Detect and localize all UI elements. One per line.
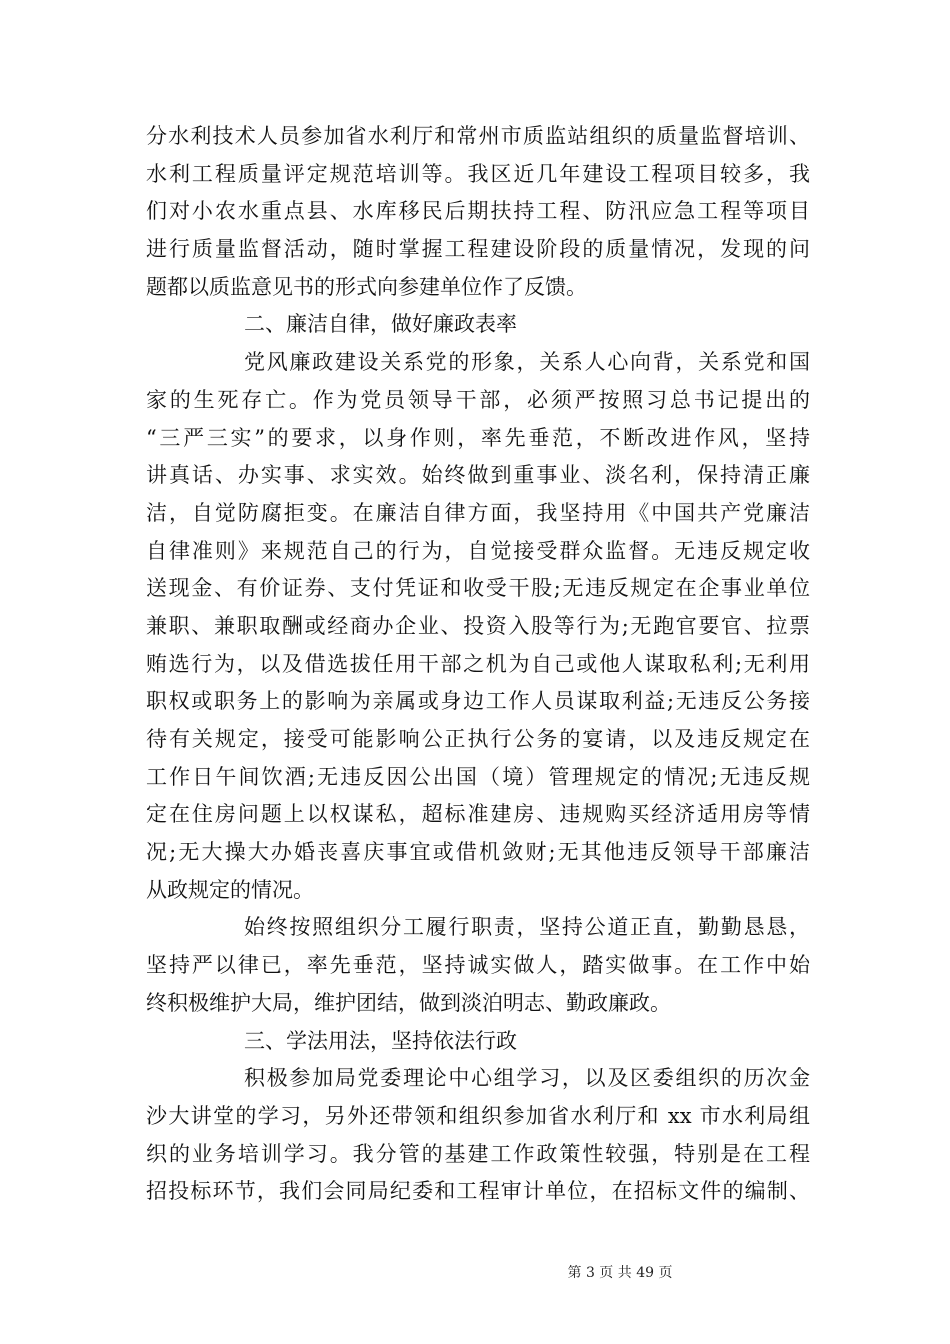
text-line: 始终按照组织分工履行职责，坚持公道正直，勤勤恳恳， [244, 915, 810, 940]
text-line: 送现金、有价证券、支付凭证和收受干股;无违反规定在企事业单位 [146, 576, 810, 601]
text-line: “三严三实”的要求，以身作则，率先垂范，不断改进作风，坚持 [146, 425, 810, 450]
text-line: 分水利技术人员参加省水利厅和常州市质监站组织的质量监督培训、 [146, 124, 810, 148]
text-line: 定在住房问题上以权谋私，超标准建房、违规购买经济适用房等情 [146, 802, 810, 827]
text-line: 况;无大操大办婚丧喜庆事宜或借机敛财;无其他违反领导干部廉洁 [146, 840, 810, 865]
text-line: 待有关规定，接受可能影响公正执行公务的宴请，以及违反规定在 [146, 727, 810, 751]
text-line: 终积极维护大局，维护团结，做到淡泊明志、勤政廉政。 [146, 990, 671, 1015]
text-line: 招投标环节，我们会同局纪委和工程审计单位，在招标文件的编制、 [146, 1179, 810, 1204]
text-line: 讲真话、办实事、求实效。始终做到重事业、淡名利，保持清正廉 [146, 463, 810, 488]
text-line: 洁，自觉防腐拒变。在廉洁自律方面，我坚持用《中国共产党廉洁 [146, 500, 810, 525]
text-line: 坚持严以律已，率先垂范，坚持诚实做人，踏实做事。在工作中始 [146, 953, 810, 978]
text-line: 家的生死存亡。作为党员领导干部，必须严按照习总书记提出的 [146, 387, 810, 412]
text-line: 题都以质监意见书的形式向参建单位作了反馈。 [146, 274, 587, 299]
section-heading: 三、学法用法，坚持依法行政 [244, 1028, 517, 1053]
text-line: 工作日午间饮酒;无违反因公出国（境）管理规定的情况;无违反规 [146, 764, 810, 789]
text-line: 兼职、兼职取酬或经商办企业、投资入股等行为;无跑官要官、拉票 [146, 613, 810, 638]
text-line: 贿选行为，以及借选拔任用干部之机为自己或他人谋取私利;无利用 [146, 651, 810, 676]
text-line: 自律准则》来规范自己的行为，自觉接受群众监督。无违反规定收 [146, 538, 810, 563]
text-line: 积极参加局党委理论中心组学习，以及区委组织的历次金 [244, 1066, 810, 1091]
text-line: 沙大讲堂的学习，另外还带领和组织参加省水利厅和 xx 市水利局组 [146, 1103, 810, 1128]
text-line: 党风廉政建设关系党的形象，关系人心向背，关系党和国 [244, 350, 810, 375]
page-footer: 第 3 页 共 49 页 [567, 1265, 673, 1281]
text-line: 织的业务培训学习。我分管的基建工作政策性较强，特别是在工程 [146, 1141, 810, 1166]
section-heading: 二、廉洁自律，做好廉政表率 [244, 312, 517, 337]
text-line: 们对小农水重点县、水库移民后期扶持工程、防汛应急工程等项目 [146, 199, 810, 224]
text-line: 职权或职务上的影响为亲属或身边工作人员谋取利益;无违反公务接 [146, 689, 810, 714]
text-line: 水利工程质量评定规范培训等。我区近几年建设工程项目较多，我 [146, 161, 810, 186]
text-line: 从政规定的情况。 [146, 877, 314, 902]
text-line: 进行质量监督活动，随时掌握工程建设阶段的质量情况，发现的问 [146, 237, 810, 262]
body-text [146, 118, 810, 1211]
